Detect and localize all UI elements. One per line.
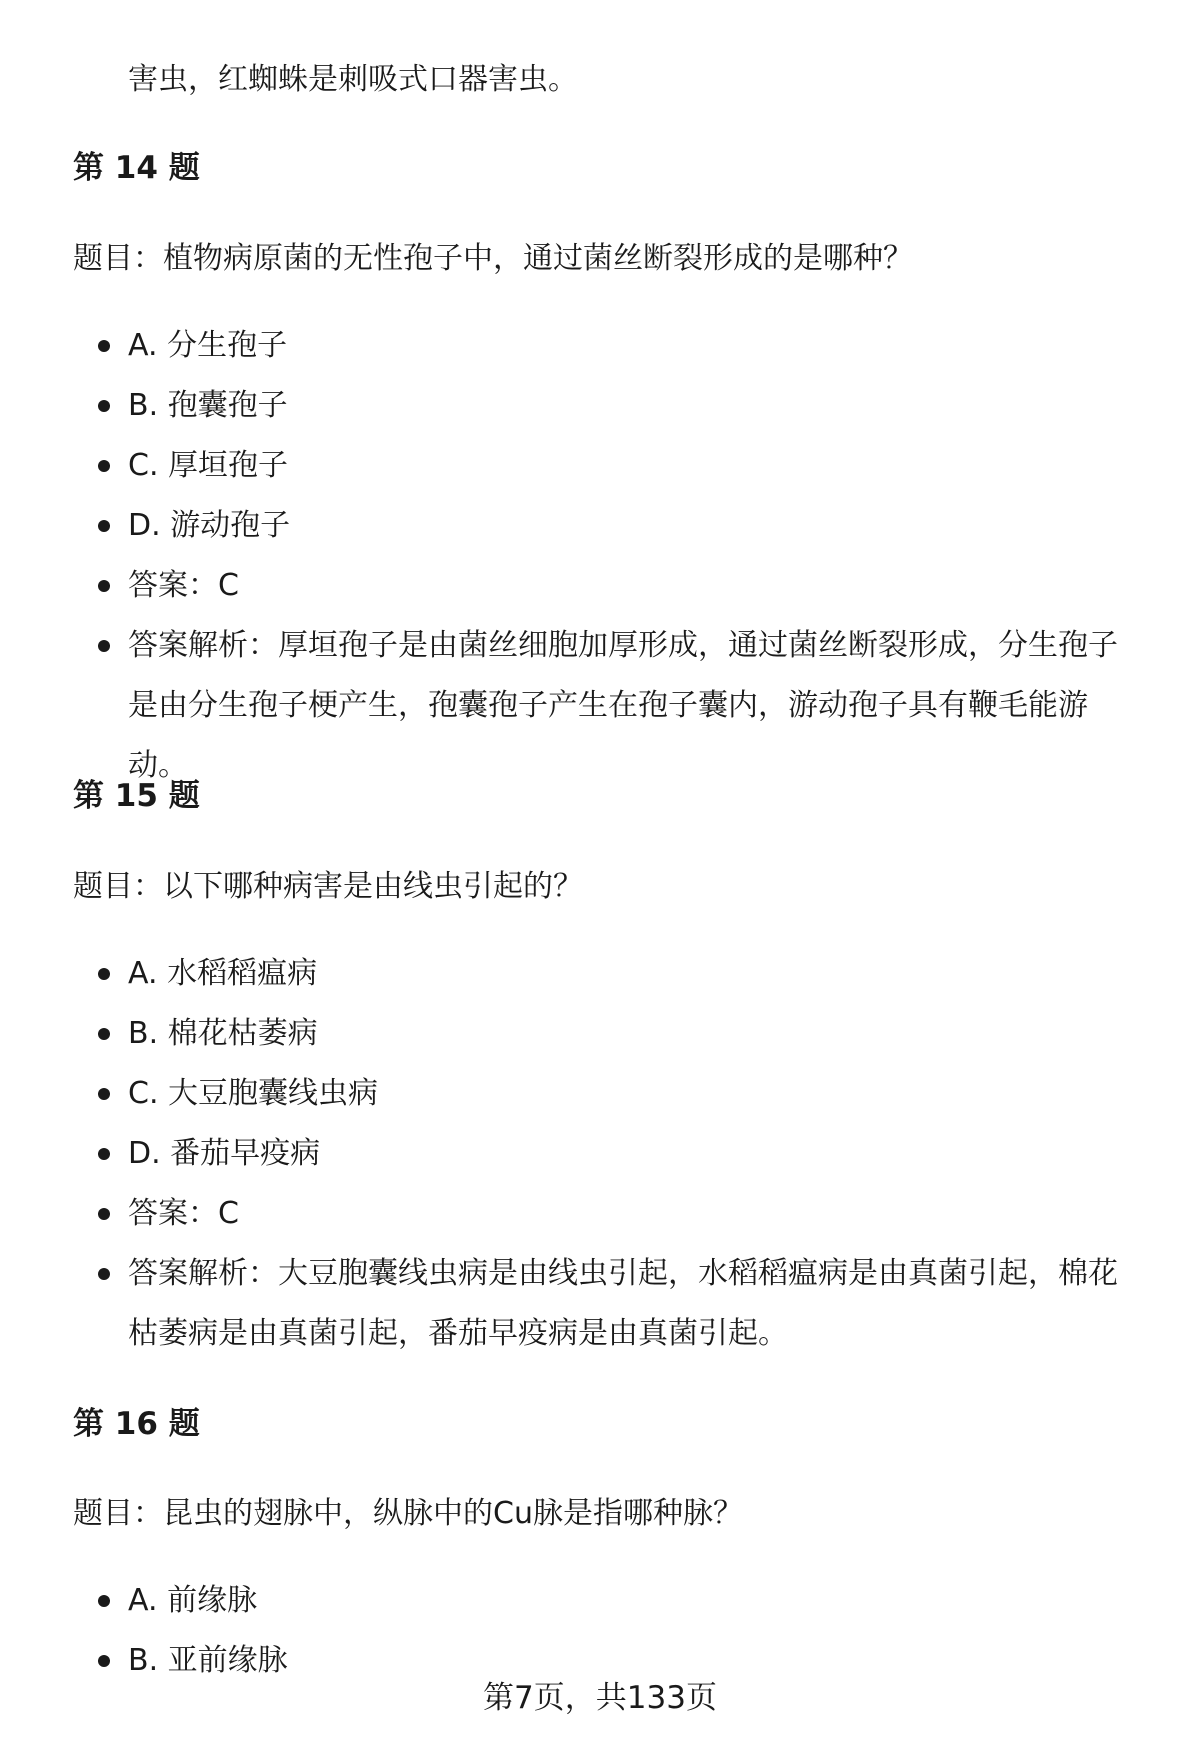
bullet-icon xyxy=(98,1268,110,1280)
option-item xyxy=(0,944,1200,1004)
option-list xyxy=(0,1571,1200,1691)
option-item xyxy=(0,316,1200,376)
option-text: A. 分生孢子 xyxy=(128,328,288,363)
question-stem: 题目：昆虫的翅脉中，纵脉中的Cu脉是指哪种脉？ xyxy=(73,1496,743,1531)
option-text: D. 游动孢子 xyxy=(128,508,291,543)
bullet-icon xyxy=(98,1088,110,1100)
bullet-icon xyxy=(98,520,110,532)
explanation-text: 答案解析：厚垣孢子是由菌丝细胞加厚形成，通过菌丝断裂形成，分生孢子是由分生孢子梗产生，孢囊孢子产生在孢子囊内，游动孢子具有鞭毛能游动。 xyxy=(128,628,1118,783)
bullet-icon xyxy=(98,1655,110,1667)
question-stem: 题目：以下哪种病害是由线虫引起的？ xyxy=(73,869,583,904)
option-text: B. 亚前缘脉 xyxy=(128,1643,288,1678)
option-item xyxy=(0,1571,1200,1631)
explanation-text: 答案解析：大豆胞囊线虫病是由线虫引起，水稻稻瘟病是由真菌引起，棉花枯萎病是由真菌引起，番茄早疫病是由真菌引起。 xyxy=(128,1256,1118,1351)
answer-text: 答案：C xyxy=(128,568,239,603)
question-heading: 第 16 题 xyxy=(73,1406,200,1442)
page-number-footer: 第7页，共133页 xyxy=(483,1680,717,1716)
option-list xyxy=(0,944,1200,1364)
bullet-icon xyxy=(98,400,110,412)
option-text: A. 水稻稻瘟病 xyxy=(128,956,318,991)
carryover-text: 害虫，红蜘蛛是刺吸式口器害虫。 xyxy=(128,62,578,97)
bullet-icon xyxy=(98,640,110,652)
answer-item xyxy=(0,556,1200,616)
bullet-icon xyxy=(98,340,110,352)
option-item xyxy=(0,1004,1200,1064)
bullet-icon xyxy=(98,460,110,472)
option-text: B. 孢囊孢子 xyxy=(128,388,288,423)
bullet-icon xyxy=(98,1595,110,1607)
option-item xyxy=(0,1064,1200,1124)
option-text: A. 前缘脉 xyxy=(128,1583,258,1618)
bullet-icon xyxy=(98,1208,110,1220)
option-text: C. 大豆胞囊线虫病 xyxy=(128,1076,379,1111)
question-stem: 题目：植物病原菌的无性孢子中，通过菌丝断裂形成的是哪种？ xyxy=(73,241,913,276)
option-text: C. 厚垣孢子 xyxy=(128,448,289,483)
bullet-icon xyxy=(98,968,110,980)
bullet-icon xyxy=(98,1148,110,1160)
answer-item xyxy=(0,1184,1200,1244)
option-item xyxy=(0,1124,1200,1184)
explanation-item xyxy=(0,1244,1200,1364)
option-item xyxy=(0,376,1200,436)
question-heading: 第 15 题 xyxy=(73,778,200,814)
bullet-icon xyxy=(98,580,110,592)
answer-text: 答案：C xyxy=(128,1196,239,1231)
explanation-item xyxy=(0,616,1200,796)
option-list xyxy=(0,316,1200,796)
question-heading: 第 14 题 xyxy=(73,150,200,186)
option-text: D. 番茄早疫病 xyxy=(128,1136,321,1171)
bullet-icon xyxy=(98,1028,110,1040)
option-item xyxy=(0,436,1200,496)
option-item xyxy=(0,496,1200,556)
option-text: B. 棉花枯萎病 xyxy=(128,1016,318,1051)
